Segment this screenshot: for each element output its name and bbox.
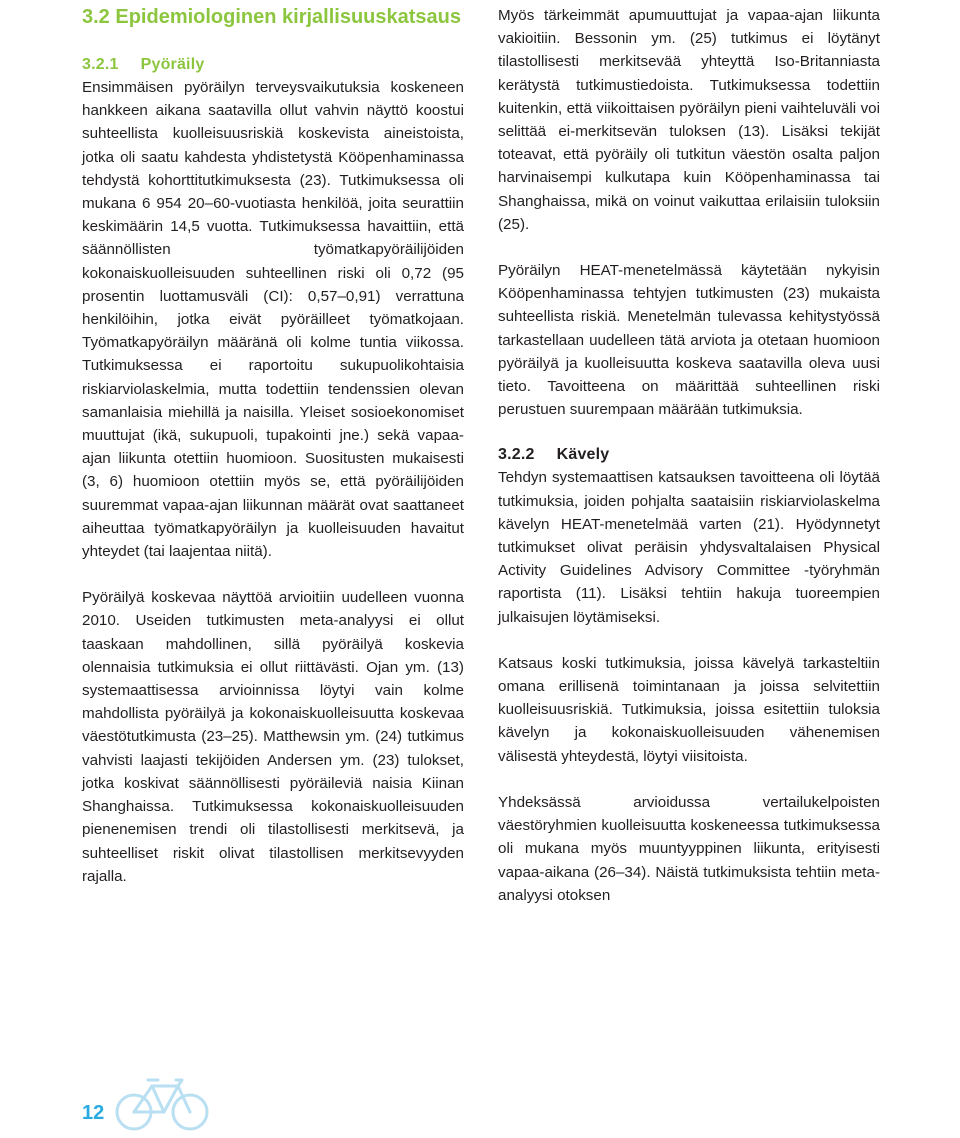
subsection-title: Kävely	[556, 446, 610, 464]
section-title: 3.2 Epidemiologinen kirjallisuuskatsaus	[82, 6, 462, 28]
paragraph: Pyöräilyä koskevaa näyttöä arvioitiin uudelleen vuonna 2010. Useiden tutkimusten meta-analyysi ei ollut taaskaan mahdollinen, sillä pyöräilyä koskevia olennaisia tutkimuksia ei ollut riittävästi. Ojan ym. (13) systemaattisessa arvioinnissa löytyi vain kolme mahdollista pyöräilyä ja kokonaiskuolleisuutta koskevaa väestötutkimusta (23–25). Matthewsin ym. (24) tutkimus vahvisti laajasti tekijöiden Andersen ym. (23) tulokset, jotka koskivat säännöllisesti pyöräileviä naisia Kiinan Shanghaissa. Tutkimuksessa kokonaiskuolleisuuden pienenemisen trendi oli tilastollisesti merkitsevä, ja suhteelliset riskit olivat tilastollisen merkitsevyyden rajalla.	[82, 589, 464, 885]
subsection-heading-walking	[498, 444, 880, 466]
subsection-heading-cycling	[82, 54, 464, 76]
left-column	[82, 4, 464, 888]
subsection-title: Pyöräily	[140, 56, 205, 73]
paragraph: Myös tärkeimmät apumuuttujat ja vapaa-ajan liikunta vakioitiin. Bessonin ym. (25) tutkimus ei löytänyt tilastollisesti merkitsevää yhteyttä Iso-Britanniasta kerätystä tutkimustiedoista. Tutkimuksessa todettiin kuitenkin, että viikoittaisen pyöräilyn pieni vaihteluväli voi selittää ei-merkitsevän tuloksen (13). Lisäksi tekijät toteavat, että pyöräily oli tutkitun väestön osalta paljon harvinaisempi kulkutapa kuin Kööpenhaminassa tai Shanghaissa, mikä on voinut vaikuttaa erilaisiin tuloksiin (25).	[498, 7, 880, 233]
subsection-number: 3.2.1	[82, 56, 119, 73]
paragraph: Yhdeksässä arvioidussa vertailukelpoisten väestöryhmien kuolleisuutta koskeneessa tutkimuksessa oli mukana myös muuntyyppinen liikunta, erityisesti vapaa-aikana (26–34). Näistä tutkimuksista tehtiin meta-analyysi otoksen	[498, 793, 880, 904]
paragraph: Ensimmäisen pyöräilyn terveysvaikutuksia koskeneen hankkeen aikana saatavilla ollut vahvin näyttö koostui suhteellista kuolleisuusriskiä koskevista aineistoista, jotka oli saatu kahdesta yhdistetystä Kööpenhaminassa tehdystä kohorttitutkimuksesta (23). Tutkimuksessa oli mukana 6 954 20–60-vuotiasta henkilöä, joita seurattiin keskimäärin 14,5 vuotta. Tutkimuksessa havaittiin, että säännöllisten työmatkapyöräilijöiden kokonaiskuolleisuuden suhteellinen riski oli 0,72 (95 prosentin luottamusväli (CI): 0,57–0,91) verrattuna henkilöihin, jotka eivät pyöräilleet työmatkojaan. Työmatkapyöräilyn määränä oli kolme tuntia viikossa. Tutkimuksessa ei raportoitu sukupuolikohtaisia riskiarviolaskelmia, mutta todettiin tendenssien olevan samanlaisia miehillä ja naisilla. Yleiset sosioekonomiset muuttujat (ikä, sukupuoli, tupakointi jne.) sekä vapaa-ajan liikunta otettiin huomioon. Suositusten mukaisesti (3, 6) huomioon otettiin myös se, että pyöräilijöiden suuremmat vapaa-ajan liikunnan määrät ovat saattaneet aiheuttaa työmatkapyöräilyn ja kuolleisuuden havaitut yhteydet (tai laajentaa niitä).	[82, 79, 464, 561]
bicycle-icon	[108, 1072, 218, 1134]
right-column	[498, 4, 880, 907]
paragraph: Tehdyn systemaattisen katsauksen tavoitteena oli löytää tutkimuksia, joiden pohjalta saataisiin riskiarviolaskelma kävelyn HEAT-menetelmää varten (21). Hyödynnetyt tutkimukset olivat peräisin yhdysvaltalaisen Physical Activity Guidelines Advisory Committee -työryhmän raportista (11). Lisäksi tehtiin hakuja tuoreempien julkaisujen löytämiseksi.	[498, 469, 880, 626]
paragraph: Katsaus koski tutkimuksia, joissa kävelyä tarkasteltiin omana erillisenä toimintanaan ja joissa selvitettiin kuolleisuusriskiä. Tutkimuksia, joissa esitettiin tuloksia kävelyn ja kokonaiskuolleisuuden vähenemisen välisestä yhteydestä, löytyi viisitoista.	[498, 654, 880, 765]
page-number: 12	[82, 1102, 105, 1124]
subsection-number: 3.2.2	[498, 446, 535, 464]
paragraph: Pyöräilyn HEAT-menetelmässä käytetään nykyisin Kööpenhaminassa tehtyjen tutkimusten (23) mukaista suhteellista riskiä. Menetelmän tulevassa kehitystyössä tarkastellaan uudelleen tätä arviota ja otetaan huomioon pyöräilyä ja kuolleisuutta koskeva saatavilla oleva uusi tieto. Tavoitteena on määrittää suhteellinen riski perustuen suurempaan määrään tutkimuksia.	[498, 262, 880, 419]
